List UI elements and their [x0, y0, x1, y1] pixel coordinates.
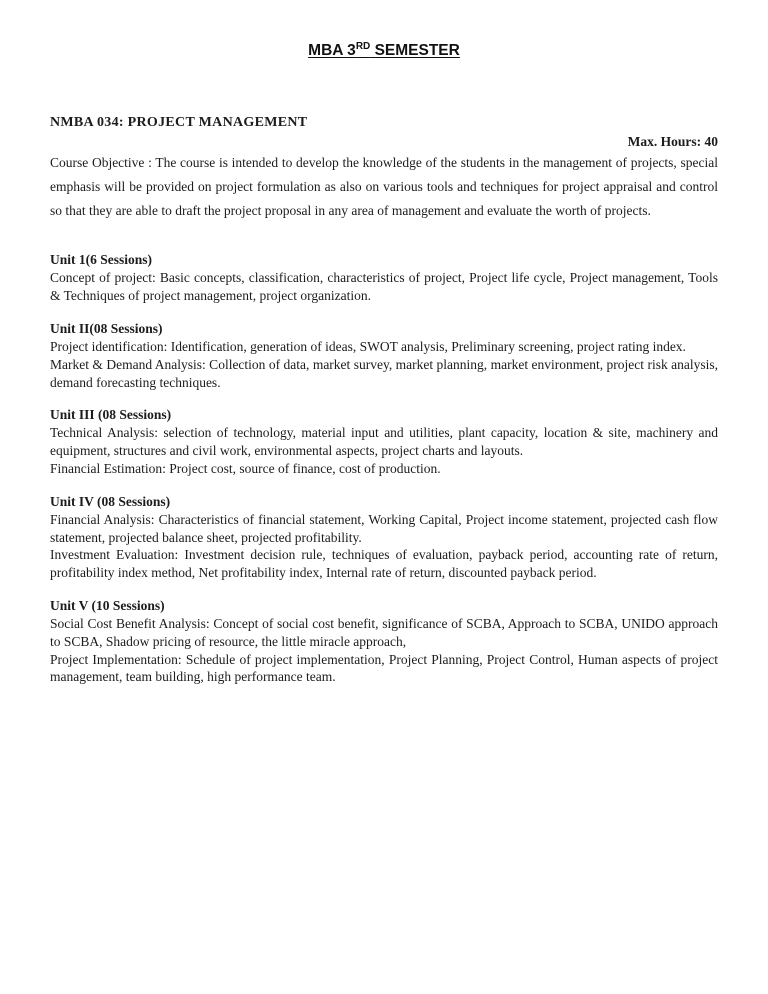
course-objective: Course Objective : The course is intended to develop the knowledge of the students in the management of projects, special emphasis will be provided on project formulation as also on various tools and techniques for project appraisal and control so that they are able to draft the project proposal in any area of management and evaluate the worth of projects.: [50, 155, 718, 218]
unit-paragraph: Project identification: Identification, generation of ideas, SWOT analysis, Preliminary screening, project rating index.: [50, 338, 686, 354]
unit-paragraph: Technical Analysis: selection of technology, material input and utilities, plant capacity, location & site, machinery and equipment, structures and civil work, environmental aspects, project charts and layouts.: [50, 425, 718, 459]
max-hours-label: Max. Hours: 40: [627, 134, 718, 149]
title-suffix: SEMESTER: [370, 42, 460, 59]
page-title: [50, 42, 718, 60]
unit-heading: Unit III (08 Sessions): [50, 407, 172, 423]
unit-heading: Unit 1(6 Sessions): [50, 252, 153, 268]
unit-section-3: [50, 407, 718, 477]
page-title-text: [308, 42, 460, 59]
unit-paragraph: Project Implementation: Schedule of project implementation, Project Planning, Project Control, Human aspects of project management, team building, high performance team.: [50, 651, 718, 685]
unit-paragraph: Investment Evaluation: Investment decision rule, techniques of evaluation, payback period, accounting rate of return, profitability index method, Net profitability index, Internal rate of return, discounted payback period.: [50, 547, 718, 581]
unit-heading: Unit IV (08 Sessions): [50, 493, 171, 509]
unit-heading: Unit V (10 Sessions): [50, 598, 165, 613]
unit-section-4: [50, 494, 718, 582]
unit-paragraph: Market & Demand Analysis: Collection of data, market survey, market planning, market environment, project risk analysis, demand forecasting techniques.: [50, 356, 718, 390]
unit-paragraph: Financial Estimation: Project cost, source of finance, cost of production.: [50, 460, 441, 476]
unit-section-2: [50, 321, 718, 391]
unit-paragraph: Concept of project: Basic concepts, classification, characteristics of project, Project life cycle, Project management, Tools & Techniques of project management, project organization.: [50, 270, 718, 304]
unit-paragraph: Social Cost Benefit Analysis: Concept of social cost benefit, significance of SCBA, Approach to SCBA, UNIDO approach to SCBA, Shadow pricing of resource, the little miracle approach,: [50, 616, 718, 649]
title-ordinal-superscript: RD: [355, 40, 371, 52]
unit-section-5: [50, 598, 718, 686]
unit-section-1: [50, 252, 718, 305]
unit-paragraph: Financial Analysis: Characteristics of financial statement, Working Capital, Project income statement, projected cash flow statement, projected balance sheet, projected profitability.: [50, 511, 718, 545]
course-title: NMBA 034: PROJECT MANAGEMENT: [50, 115, 308, 130]
title-prefix: MBA 3: [308, 42, 356, 59]
unit-heading: Unit II(08 Sessions): [50, 320, 163, 336]
